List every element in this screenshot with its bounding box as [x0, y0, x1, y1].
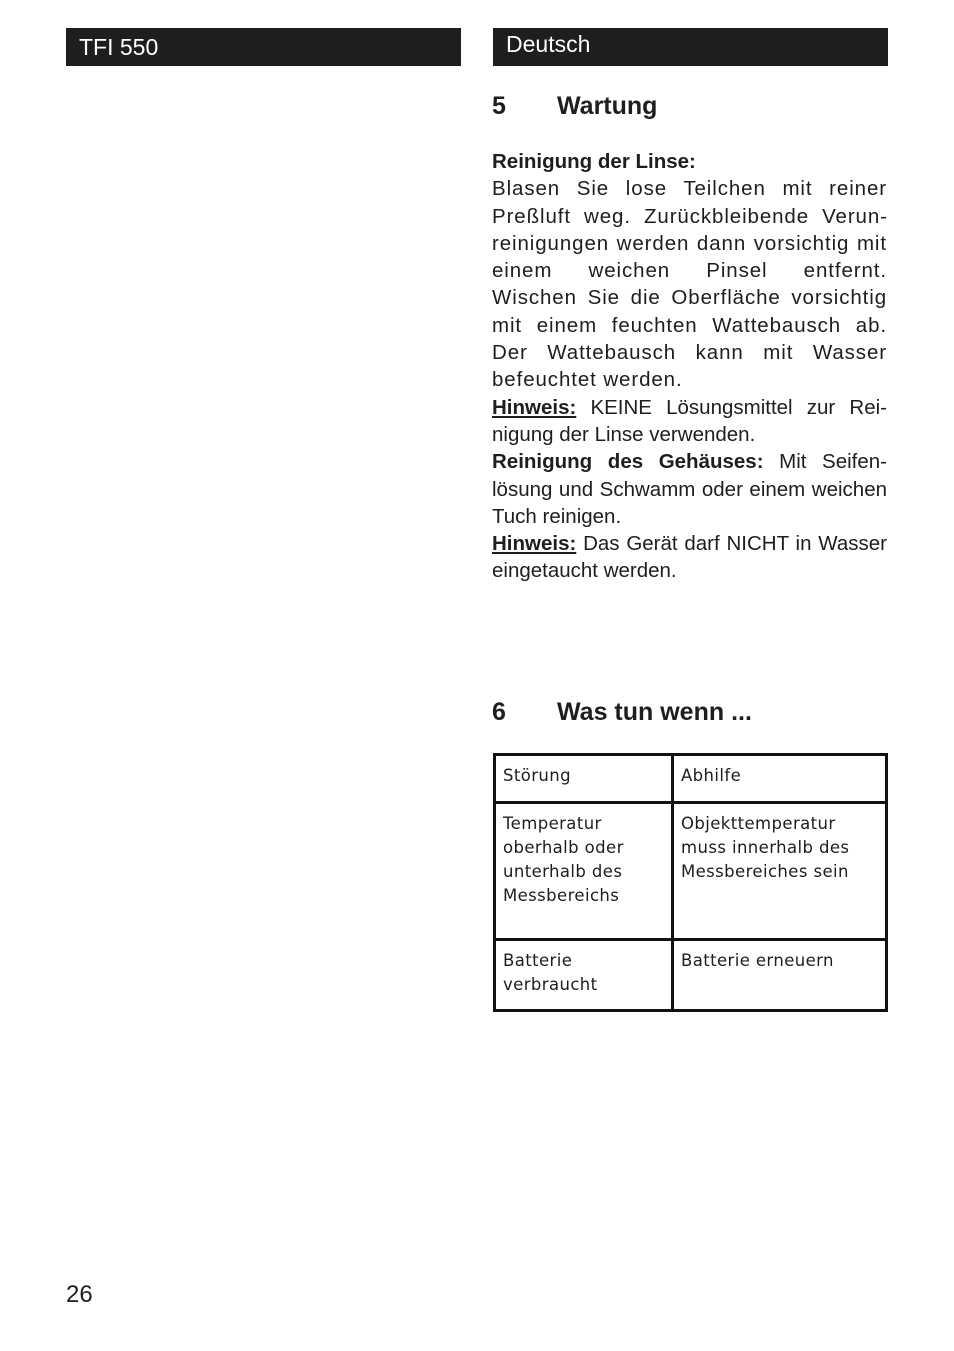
lens-cleaning-paragraph: [492, 175, 887, 393]
section-5-title: Wartung: [557, 92, 658, 120]
section-6-title: Was tun wenn ...: [557, 698, 752, 726]
table-cell-remedy: Objekttemperatur muss innerhalb des Messbereiches sein: [673, 803, 887, 940]
housing-note-paragraph: [492, 530, 887, 585]
header-model-bar: [66, 28, 461, 66]
housing-cleaning-heading: Reinigung des Gehäuses:: [492, 450, 764, 474]
header-model-title: TFI 550: [79, 34, 159, 60]
section-5-number: 5: [492, 92, 506, 120]
housing-note-text: Das Gerät darf NICHT in Wasser eingetaucht werden.: [492, 532, 887, 583]
table-cell-problem: Temperatur oberhalb oder unterhalb des Messbereichs: [495, 803, 673, 940]
table-row: [495, 940, 887, 1011]
section-6-number: 6: [492, 698, 506, 726]
table-header-problem: Störung: [495, 755, 673, 803]
housing-note-label: Hinweis:: [492, 532, 577, 556]
table-header-remedy: Abhilfe: [673, 755, 887, 803]
table-row: [495, 803, 887, 940]
table-cell-remedy: Batterie erneuern: [673, 940, 887, 1011]
housing-cleaning-paragraph: [492, 448, 887, 530]
lens-note-text: KEINE Lösungsmittel zur Reinigung der Linse verwenden.: [492, 395, 887, 446]
lens-cleaning-text: Blasen Sie lose Teilchen mit reiner Preßluft weg. Zurückbleibende Verunreinigungen werden dann vorsichtig mit einem weichen Pinsel entfernt. Wischen Sie die Oberfläche vorsichtig mit einem feuchten Wattebausch ab. Der Wattebausch kann mit Wasser befeuchtet werden.: [492, 177, 887, 392]
section-5-heading: [492, 91, 657, 121]
lens-note-label: Hinweis:: [492, 395, 577, 419]
header-language-bar: [493, 28, 888, 66]
table-cell-problem: Batterie verbraucht: [495, 940, 673, 1011]
section-6-heading: [492, 697, 752, 727]
lens-note-paragraph: [492, 394, 887, 449]
page-number: 26: [66, 1281, 93, 1308]
table-header-row: [495, 755, 887, 803]
housing-cleaning-text: Mit Seifenlösung und Schwamm oder einem weichen Tuch reinigen.: [492, 450, 887, 528]
section-5-body: [492, 148, 887, 585]
header-language-title: Deutsch: [506, 31, 591, 57]
lens-cleaning-heading: Reinigung der Linse:: [492, 150, 696, 173]
troubleshooting-table: [493, 753, 888, 1012]
